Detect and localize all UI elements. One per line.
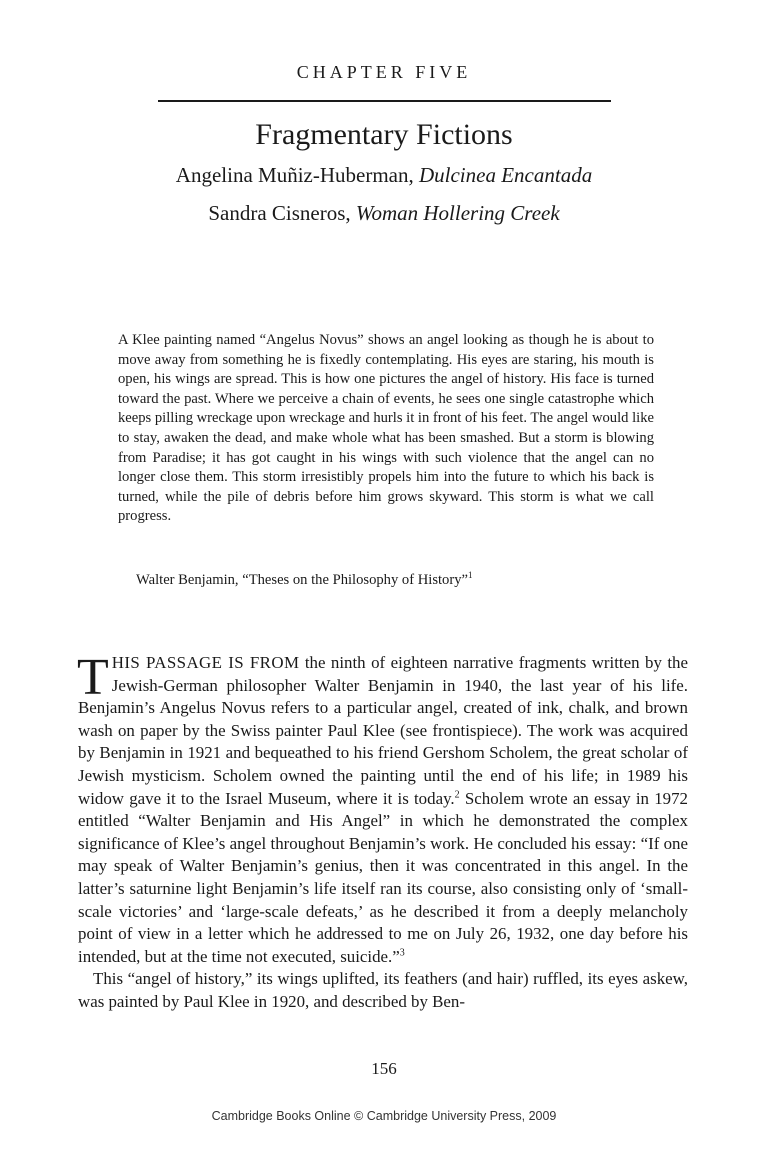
subtitle-line-2 (0, 200, 768, 226)
body-paragraph-2: This “angel of history,” its wings uplifted, its feathers (and hair) ruffled, its eyes askew, was painted by Paul Klee in 1920, and described by Ben- (78, 969, 688, 1011)
subtitle-2-author: Sandra Cisneros, (208, 201, 356, 225)
subtitle-2-work: Woman Hollering Creek (355, 201, 560, 225)
subtitle-line-1 (0, 162, 768, 188)
epigraph-source-text: Walter Benjamin, “Theses on the Philosophy of History” (136, 572, 468, 588)
page-number: 156 (371, 1059, 397, 1078)
subtitle-1-author: Angelina Muñiz-Huberman, (175, 163, 419, 187)
chapter-label: CHAPTER FIVE (296, 62, 472, 82)
footnote-ref-2: 2 (454, 788, 460, 800)
lead-in: HIS PASSAGE IS FROM (111, 653, 300, 672)
chapter-title: Fragmentary Fictions (255, 118, 513, 151)
footnote-ref-3: 3 (399, 947, 405, 959)
epigraph-text: A Klee painting named “Angelus Novus” shows an angel looking as though he is about to move away from something he is fixedly contemplating. His eyes are staring, his mouth is open, his wings are spread. This is how one pictures the angel of history. His face is turned toward the past. Where we perceive a chain of events, he sees one single catastrophe which keeps pilling wreckage upon wreckage and hurls it in front of his feet. The angel would like to stay, awaken the dead, and make whole what has been smashed. But a storm is blowing from Paradise; it has got caught in his wings with such violence that the angel can no longer close them. This storm irresistibly propels him into the future to which his back is turned, while the pile of debris before him grows skyward. This storm is what we call progress. (118, 332, 654, 525)
copyright-footer: Cambridge Books Online © Cambridge University Press, 2009 (211, 1109, 557, 1123)
body-paragraph-1 (77, 649, 688, 968)
paragraph-1-text-b: Scholem wrote an essay in 1972 entitled “Walter Benjamin and His Angel” in which he demonstrated the complex significance of Klee’s angel throughout Benjamin’s work. He concluded his essay: “If one may speak of Walter Benjamin’s genius, then it was concentrated in this angel. In the latter’s saturnine light Benjamin’s life itself ran its course, also consisting only of ‘small-scale victories’ and ‘large-scale defeats,’ as he described it from a deeply melancholy point of view in a letter which he addressed to me on July 26, 1932, one day before his intended, but at the time not executed, suicide.” (78, 788, 688, 966)
drop-cap: T (77, 649, 109, 706)
header-rule (158, 100, 611, 102)
subtitle-1-work: Dulcinea Encantada (418, 163, 593, 187)
body-text (77, 649, 688, 1014)
footnote-ref-1: 1 (468, 570, 473, 581)
epigraph-source (136, 571, 473, 591)
paragraph-1-text-a: the ninth of eighteen narrative fragments written by the Jewish-German philosopher Walter Benjamin in 1940, the last year of his life. Benjamin’s Angelus Novus refers to a particular angel, created of ink, chalk, and brown wash on paper by the Swiss painter Paul Klee (see frontispiece). The work was acquired by Benjamin in 1921 and bequeathed to his friend Gershom Scholem, the great scholar of Jewish mysticism. Scholem owned the painting until the end of his life; in 1989 his widow gave it to the Israel Museum, where it is today. (78, 653, 688, 808)
